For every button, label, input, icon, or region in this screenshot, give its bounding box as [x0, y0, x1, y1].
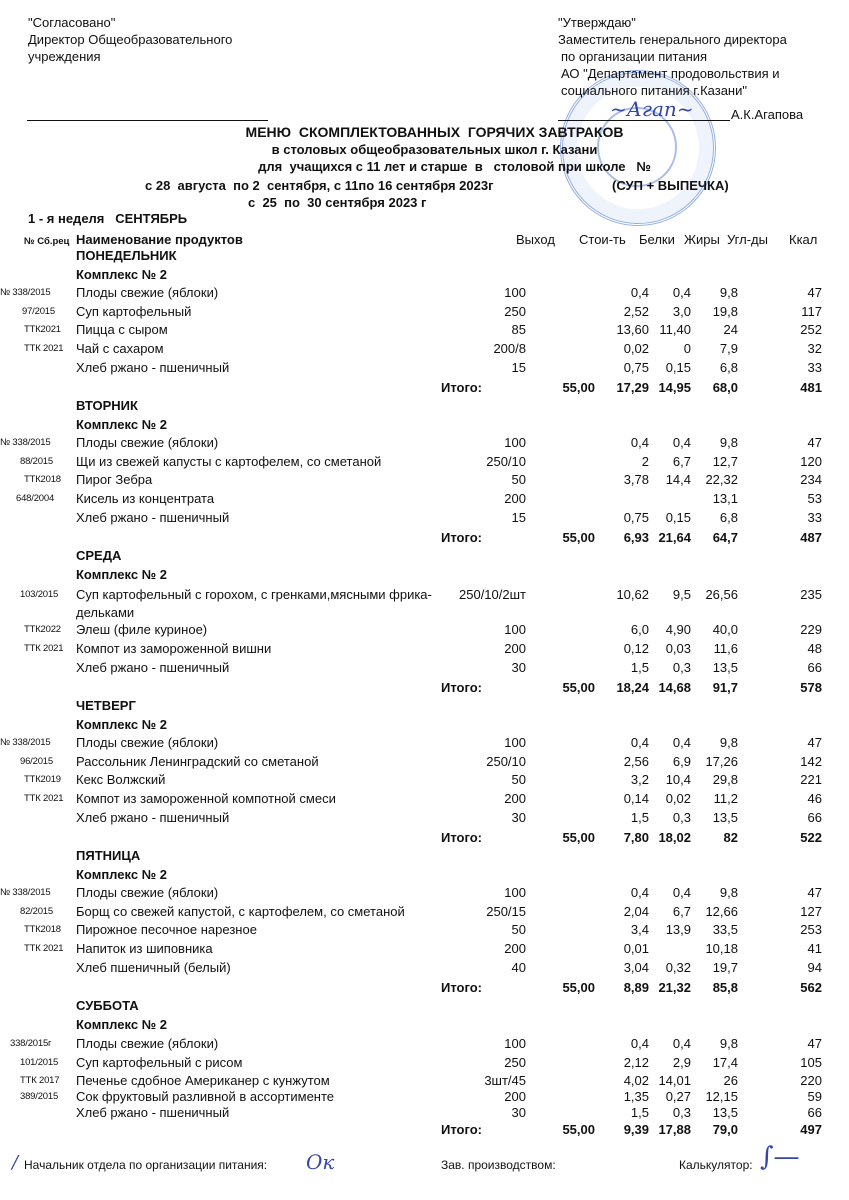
signature-icon: ~Агап~ — [610, 97, 694, 121]
table-row: ТТК2018 Пирожное песочное нарезное 50 3,4 13,9 33,5 253 — [24, 922, 822, 937]
table-row: ТТК 2021 Компот из замороженной вишни 200 0,12 0,03 11,6 48 — [24, 641, 822, 656]
table-row: № 338/2015 Плоды свежие (яблоки) 100 0,4 0,4 9,8 47 — [0, 735, 822, 750]
table-row: Хлеб ржано - пшеничный 15 0,75 0,15 6,8 33 — [76, 510, 822, 525]
table-row: 103/2015 Суп картофельный с горохом, с гренками,мясными фрика- 250/10/2шт 10,62 9,5 26,56 235 — [20, 587, 822, 602]
approval-left-line1: "Согласовано" — [28, 15, 116, 30]
footer-calculator-label: Калькулятор: — [679, 1158, 753, 1172]
approval-signer: А.К.Агапова — [731, 107, 804, 122]
day-heading: ПЯТНИЦА — [76, 848, 141, 863]
day-heading: ЧЕТВЕРГ — [76, 698, 136, 713]
date-range-2: с 25 по 30 сентября 2023 г — [248, 195, 427, 210]
table-row: ТТК2022 Элеш (филе куриное) 100 6,0 4,90 40,0 229 — [24, 622, 822, 637]
total-row: Итого: 55,00 7,80 18,02 82 522 — [441, 830, 822, 845]
table-row-continuation: дельками — [76, 605, 135, 620]
approval-right-line4: АО "Департамент продовольствия и — [561, 66, 780, 81]
table-row: ТТК 2017 Печенье сдобное Американер с кунжутом 3шт/45 4,02 14,01 26 220 — [20, 1073, 822, 1088]
approval-left-line3: учреждения — [28, 49, 101, 64]
table-row: № 338/2015 Плоды свежие (яблоки) 100 0,4 0,4 9,8 47 — [0, 885, 822, 900]
approval-right-line2: Заместитель генерального директора — [558, 32, 787, 47]
signature-icon: Ок — [306, 1150, 335, 1174]
table-row: 648/2004 Кисель из концентрата 200 13,1 53 — [16, 491, 822, 506]
approval-left — [28, 14, 232, 65]
col-output: Выход — [516, 232, 555, 247]
table-row: ТТК 2021 Напиток из шиповника 200 0,01 10,18 41 — [24, 941, 822, 956]
table-row: № 338/2015 Плоды свежие (яблоки) 100 0,4 0,4 9,8 47 — [0, 285, 822, 300]
approval-left-line2: Директор Общеобразовательного — [28, 32, 233, 47]
week-label: 1 - я неделя СЕНТЯБРЬ — [28, 211, 188, 226]
table-row: 389/2015 Сок фруктовый разливной в ассортименте 200 1,35 0,27 12,15 59 — [20, 1089, 822, 1104]
table-row: Хлеб ржано - пшеничный 15 0,75 0,15 6,8 33 — [76, 360, 822, 375]
approval-right — [558, 14, 787, 99]
col-protein: Белки — [639, 232, 675, 247]
page-title: МЕНЮ СКОМПЛЕКТОВАННЫХ ГОРЯЧИХ ЗАВТРАКОВ — [245, 124, 624, 140]
table-row: Хлеб ржано - пшеничный 30 1,5 0,3 13,5 66 — [76, 810, 822, 825]
complex-heading: Комплекс № 2 — [76, 417, 167, 432]
table-row: № 338/2015 Плоды свежие (яблоки) 100 0,4 0,4 9,8 47 — [0, 435, 822, 450]
total-row: Итого: 55,00 9,39 17,88 79,0 497 — [441, 1122, 822, 1137]
col-name: Наименование продуктов — [76, 232, 243, 247]
col-fat: Жиры — [684, 232, 720, 247]
col-carbs: Угл-ды — [727, 232, 768, 247]
table-row: ТТК2018 Пирог Зебра 50 3,78 14,4 22,32 234 — [24, 472, 822, 487]
subtitle-2: для учащихся с 11 лет и старше в столовой при школе № — [258, 159, 651, 174]
subtitle-1: в столовых общеобразовательных школ г. Казани — [271, 142, 598, 157]
menu-type: (СУП + ВЫПЕЧКА) — [612, 178, 729, 193]
table-row: ТТК 2021 Чай с сахаром 200/8 0,02 0 7,9 32 — [24, 341, 822, 356]
complex-heading: Комплекс № 2 — [76, 867, 167, 882]
day-heading: ПОНЕДЕЛЬНИК — [76, 248, 177, 263]
col-code: № Сб.рец — [24, 236, 70, 247]
col-kcal: Ккал — [789, 232, 818, 247]
table-row: 97/2015 Суп картофельный 250 2,52 3,0 19,8 117 — [22, 304, 822, 319]
table-row: ТТК 2021 Компот из замороженной компотной смеси 200 0,14 0,02 11,2 46 — [24, 791, 822, 806]
approval-right-line1: "Утверждаю" — [558, 15, 636, 30]
table-row: 96/2015 Рассольник Ленинградский со сметаной 250/10 2,56 6,9 17,26 142 — [20, 754, 822, 769]
signature-icon: ∫— — [760, 1142, 800, 1172]
table-row: Хлеб ржано - пшеничный 30 1,5 0,3 13,5 66 — [76, 660, 822, 675]
table-row: 82/2015 Борщ со свежей капустой, с картофелем, со сметаной 250/15 2,04 6,7 12,66 127 — [20, 904, 822, 919]
total-row: Итого: 55,00 6,93 21,64 64,7 487 — [441, 530, 822, 545]
complex-heading: Комплекс № 2 — [76, 267, 167, 282]
approval-right-line5: социального питания г.Казани" — [561, 83, 747, 98]
table-row: Хлеб ржано - пшеничный 30 1,5 0,3 13,5 66 — [76, 1105, 822, 1120]
pen-mark-icon: / — [12, 1152, 19, 1173]
day-heading: СРЕДА — [76, 548, 122, 563]
table-row: ТТК2019 Кекс Волжский 50 3,2 10,4 29,8 221 — [24, 772, 822, 787]
table-row: 338/2015г Плоды свежие (яблоки) 100 0,4 0,4 9,8 47 — [10, 1036, 822, 1051]
complex-heading: Комплекс № 2 — [76, 567, 167, 582]
day-heading: СУББОТА — [76, 998, 139, 1013]
day-heading: ВТОРНИК — [76, 398, 138, 413]
table-row: ТТК2021 Пицца с сыром 85 13,60 11,40 24 252 — [24, 322, 822, 337]
table-row: 101/2015 Суп картофельный с рисом 250 2,12 2,9 17,4 105 — [20, 1055, 822, 1070]
table-row: 88/2015 Щи из свежей капусты с картофелем, со сметаной 250/10 2 6,7 12,7 120 — [20, 454, 822, 469]
complex-heading: Комплекс № 2 — [76, 1017, 167, 1032]
col-price: Стои-ть — [579, 232, 626, 247]
complex-heading: Комплекс № 2 — [76, 717, 167, 732]
footer-production-label: Зав. производством: — [441, 1158, 556, 1172]
date-range-1: с 28 августа по 2 сентября, с 11по 16 сентября 2023г — [145, 178, 494, 193]
approval-right-line3: по организации питания — [561, 49, 708, 64]
total-row: Итого: 55,00 8,89 21,32 85,8 562 — [441, 980, 822, 995]
total-row: Итого: 55,00 18,24 14,68 91,7 578 — [441, 680, 822, 695]
table-row: Хлеб пшеничный (белый) 40 3,04 0,32 19,7 94 — [76, 960, 822, 975]
total-row: Итого: 55,00 17,29 14,95 68,0 481 — [441, 380, 822, 395]
left-signature-line — [27, 120, 268, 121]
footer-head-label: Начальник отдела по организации питания: — [24, 1158, 268, 1172]
